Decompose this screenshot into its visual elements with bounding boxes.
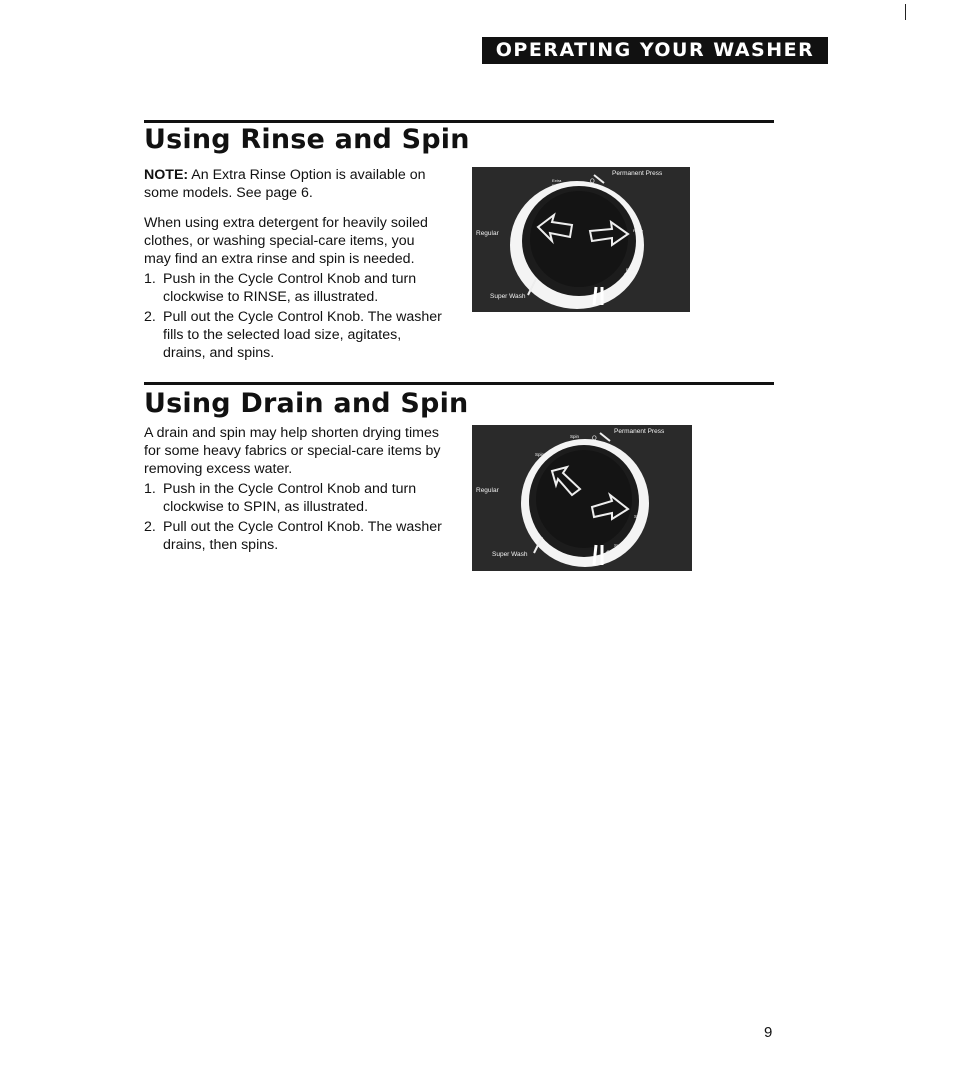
section-banner: OPERATING YOUR WASHER — [482, 37, 828, 64]
rinse-note — [144, 166, 444, 202]
label-rinse: Rinse — [633, 228, 644, 233]
dial-pointer-line — [594, 545, 596, 565]
step-text: Pull out the Cycle Control Knob. The washer fills to the selected load size, agitates, drains, and spins. — [163, 309, 442, 361]
section-rule-drain — [144, 382, 774, 385]
rinse-intro: When using extra detergent for heavily soiled clothes, or washing special-care items, you may find an extra rinse and spin is needed. — [144, 215, 428, 267]
label-extra-rinse-right: Extra — [626, 267, 636, 272]
drain-steps — [144, 480, 444, 554]
rinse-text — [144, 166, 444, 362]
label-super-wash: Super Wash — [492, 551, 528, 558]
step-text: Push in the Cycle Control Knob and turn clockwise to SPIN, as illustrated. — [163, 481, 417, 515]
label-regular: Regular — [476, 487, 499, 494]
label-permanent-press: Permanent Press — [612, 170, 663, 177]
page-number: 9 — [764, 1024, 773, 1041]
step-text: Push in the Cycle Control Knob and turn clockwise to RINSE, as illustrated. — [163, 271, 417, 305]
label-off-top: O — [590, 179, 595, 185]
drain-step — [144, 518, 444, 554]
dial-knob-face — [536, 450, 632, 548]
label-off-bottom: O — [606, 551, 611, 557]
label-permanent-press: Permanent Press — [614, 428, 665, 435]
dial-tick — [594, 175, 604, 183]
label-spin-bottom: Spin — [614, 543, 624, 548]
drain-dial-illustration — [472, 425, 692, 571]
label-regular: Regular — [476, 230, 499, 237]
dial-knob-face — [530, 191, 628, 287]
label-extra-rinse-right: Rinse — [624, 272, 635, 277]
rinse-step — [144, 308, 444, 362]
rinse-dial-graphic — [472, 167, 690, 312]
step-number: 2. — [144, 309, 156, 325]
rinse-section-title: Using Rinse and Spin — [144, 124, 470, 155]
label-spin-left: Spin — [535, 452, 545, 457]
drain-text — [144, 424, 444, 554]
section-rule-rinse — [144, 120, 774, 123]
step-number: 1. — [144, 271, 156, 287]
label-spin-right: Spin — [634, 514, 644, 519]
label-off-top: O — [592, 436, 597, 442]
dial-pointer-line — [594, 287, 596, 305]
rinse-dial-illustration — [472, 167, 690, 312]
label-spin-top: Spin — [570, 434, 580, 439]
step-text: Pull out the Cycle Control Knob. The washer drains, then spins. — [163, 519, 442, 553]
label-super-wash: Super Wash — [490, 293, 526, 300]
drain-step — [144, 480, 444, 516]
label-off-bottom: O — [606, 293, 611, 299]
label-extra-rinse-top: Rinse — [552, 183, 563, 188]
label-extra-rinse-top: Extra — [552, 178, 562, 183]
corner-mark — [905, 4, 906, 20]
step-number: 1. — [144, 481, 156, 497]
note-label: NOTE: — [144, 167, 189, 183]
dial-tick — [600, 433, 610, 441]
drain-section-title: Using Drain and Spin — [144, 388, 469, 419]
rinse-step — [144, 270, 444, 306]
rinse-steps — [144, 270, 444, 362]
drain-dial-graphic — [472, 425, 692, 571]
note-text: An Extra Rinse Option is available on some models. See page 6. — [144, 167, 426, 201]
drain-intro: A drain and spin may help shorten drying times for some heavy fabrics or special-care items by removing excess water. — [144, 425, 441, 477]
step-number: 2. — [144, 519, 156, 535]
